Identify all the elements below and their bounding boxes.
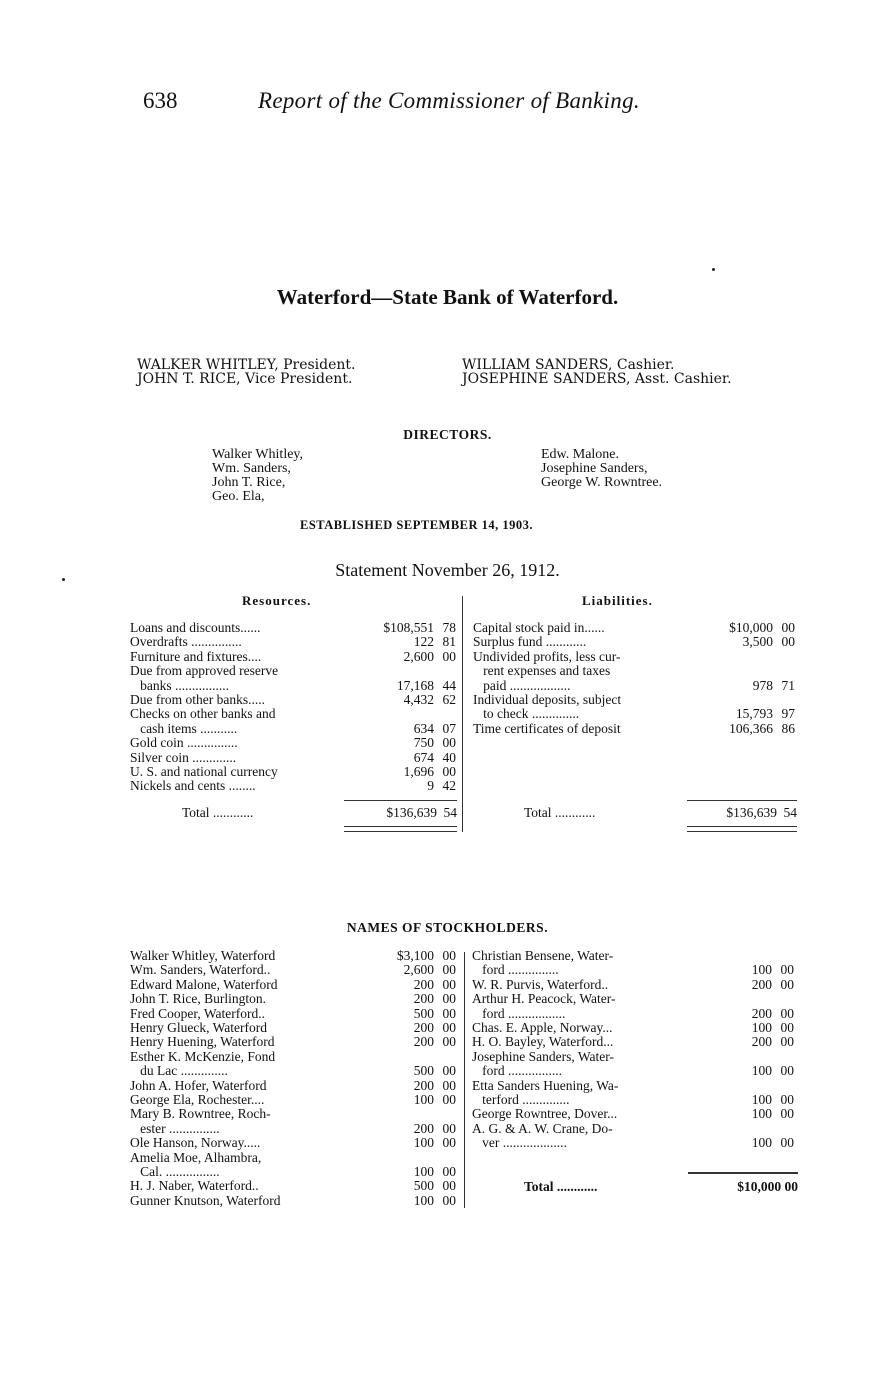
row-dollars: 100 — [751, 962, 772, 978]
total-dollars: $136,639 — [726, 805, 777, 820]
row-label: ford ............... — [472, 962, 559, 978]
row-label: Christian Bensene, Water- — [472, 948, 614, 963]
established-date: ESTABLISHED SEPTEMBER 14, 1903. — [300, 518, 534, 532]
row-label: Fred Cooper, Waterford.. — [130, 1005, 265, 1021]
row-label: rent expenses and taxes — [473, 663, 611, 679]
officer-president: WALKER WHITLEY, President. — [137, 357, 356, 373]
row-cents: 00 — [781, 620, 795, 635]
director-name: Josephine Sanders, — [541, 461, 648, 476]
row-cents: 00 — [442, 1077, 456, 1093]
liabilities-heading: Liabilities. — [582, 593, 653, 608]
row-label: Chas. E. Apple, Norway... — [472, 1020, 613, 1035]
running-title: Report of the Commissioner of Banking. — [258, 88, 640, 113]
row-label: du Lac .............. — [130, 1063, 228, 1079]
row-dollars: 2,600 — [403, 962, 434, 978]
director-name: George W. Rowntree. — [541, 475, 663, 490]
row-cents: 00 — [442, 1020, 456, 1035]
row-cents: 00 — [442, 1034, 456, 1050]
row-dollars: 4,432 — [403, 692, 434, 707]
row-dollars: 200 — [413, 1120, 434, 1136]
row-dollars: 100 — [751, 1020, 772, 1035]
row-dollars: 200 — [751, 1005, 772, 1021]
director-name: Edw. Malone. — [541, 447, 620, 462]
row-label: Individual deposits, subject — [473, 692, 622, 707]
row-label: ford ................ — [472, 1063, 562, 1079]
row-cents: 00 — [442, 1063, 456, 1079]
row-label: U. S. and national currency — [130, 764, 278, 779]
row-dollars: 500 — [413, 1005, 434, 1021]
row-label: A. G. & A. W. Crane, Do- — [472, 1120, 613, 1136]
row-label: Surplus fund ............ — [473, 634, 587, 650]
row-cents: 00 — [781, 634, 795, 650]
liabilities-total-rule — [687, 800, 797, 801]
total-value: $10,000 00 — [737, 1179, 798, 1194]
officer-asst-cashier: JOSEPHINE SANDERS, Asst. Cashier. — [462, 371, 732, 387]
row-label: Nickels and cents ........ — [130, 778, 256, 794]
page-number: 638 — [143, 88, 178, 113]
row-cents: 00 — [780, 1034, 794, 1050]
row-label: ver ................... — [472, 1135, 567, 1151]
row-dollars: 100 — [413, 1092, 434, 1107]
row-dollars: $3,100 — [396, 948, 434, 963]
resources-double-rule — [344, 826, 457, 832]
row-cents: 00 — [442, 764, 456, 779]
row-cents: 00 — [780, 1005, 794, 1021]
row-label: Overdrafts ............... — [130, 634, 242, 650]
director-name: John T. Rice, — [212, 475, 286, 490]
row-label: to check .............. — [473, 706, 580, 722]
row-dollars: 200 — [413, 1077, 434, 1093]
row-label: Silver coin ............. — [130, 749, 237, 765]
row-label: George Ela, Rochester.... — [130, 1092, 265, 1107]
row-label: Time certificates of deposit — [473, 720, 621, 736]
row-dollars: 978 — [752, 677, 773, 693]
row-dollars: 2,600 — [403, 648, 434, 664]
row-label: Due from other banks..... — [130, 692, 265, 707]
row-label: ford ................. — [472, 1005, 566, 1021]
row-dollars: 100 — [751, 1135, 772, 1151]
row-label: Henry Glueck, Waterford — [130, 1020, 267, 1035]
row-label: Wm. Sanders, Waterford.. — [130, 962, 271, 978]
row-label: terford .............. — [472, 1092, 570, 1107]
row-dollars: 100 — [413, 1164, 434, 1179]
print-speck — [62, 578, 65, 581]
row-dollars: 200 — [413, 976, 434, 992]
resources-total-rule — [344, 800, 457, 801]
row-label: Edward Malone, Waterford — [130, 976, 278, 992]
row-label: Cal. ................ — [130, 1164, 220, 1179]
row-cents: 62 — [442, 692, 456, 707]
row-label: Gold coin ............... — [130, 735, 238, 751]
directors-heading: DIRECTORS. — [403, 427, 492, 442]
row-label: Arthur H. Peacock, Water- — [472, 991, 616, 1007]
row-label: Esther K. McKenzie, Fond — [130, 1048, 276, 1064]
row-dollars: 3,500 — [742, 634, 773, 650]
row-label: Henry Huening, Waterford — [130, 1034, 275, 1050]
row-cents: 00 — [780, 1092, 794, 1107]
row-cents: 00 — [442, 976, 456, 992]
row-label: Due from approved reserve — [130, 663, 279, 679]
row-label: Capital stock paid in...... — [473, 620, 605, 635]
row-cents: 00 — [442, 1135, 456, 1151]
row-label: Etta Sanders Huening, Wa- — [472, 1077, 619, 1093]
row-dollars: 100 — [413, 1135, 434, 1151]
row-label: Gunner Knutson, Waterford — [130, 1192, 281, 1208]
row-cents: 00 — [442, 962, 456, 978]
row-dollars: 200 — [413, 1020, 434, 1035]
resources-heading: Resources. — [242, 593, 312, 608]
row-label: Walker Whitley, Waterford — [130, 948, 276, 963]
row-dollars: 1,696 — [403, 764, 434, 779]
row-cents: 00 — [780, 1063, 794, 1079]
total-cents: 54 — [443, 805, 457, 820]
statement-date: Statement November 26, 1912. — [335, 560, 560, 580]
row-label: cash items ........... — [130, 720, 238, 736]
officer-cashier: WILLIAM SANDERS, Cashier. — [462, 357, 675, 373]
row-dollars: 100 — [751, 1106, 772, 1122]
row-cents: 00 — [442, 648, 456, 664]
row-dollars: 500 — [413, 1178, 434, 1194]
stockholders-total-rule — [688, 1172, 798, 1174]
row-cents: 00 — [780, 1020, 794, 1035]
row-cents: 00 — [442, 948, 456, 963]
row-label: H. J. Naber, Waterford.. — [130, 1178, 259, 1194]
row-dollars: 200 — [751, 976, 772, 992]
row-cents: 42 — [442, 778, 456, 794]
row-cents: 00 — [442, 735, 456, 751]
row-cents: 71 — [781, 677, 795, 693]
officers-left — [137, 358, 356, 386]
row-cents: 00 — [442, 991, 456, 1007]
row-dollars: 200 — [751, 1034, 772, 1050]
officers-right — [462, 358, 732, 386]
row-dollars: 100 — [751, 1092, 772, 1107]
row-label: paid .................. — [473, 677, 571, 693]
bank-title: Waterford—State Bank of Waterford. — [276, 285, 619, 309]
row-label: Loans and discounts...... — [130, 620, 261, 635]
total-label: Total ............ — [524, 805, 596, 820]
row-label: Josephine Sanders, Water- — [472, 1048, 614, 1064]
row-label: Furniture and fixtures.... — [130, 648, 262, 664]
row-cents: 40 — [442, 749, 456, 765]
row-label: Ole Hanson, Norway..... — [130, 1135, 261, 1151]
directors-left — [212, 448, 303, 504]
row-label: Mary B. Rowntree, Roch- — [130, 1106, 271, 1122]
total-label: Total ............ — [524, 1179, 598, 1194]
row-dollars: 9 — [427, 778, 434, 794]
row-dollars: 200 — [413, 991, 434, 1007]
row-dollars: 200 — [413, 1034, 434, 1050]
row-cents: 86 — [781, 720, 795, 736]
row-dollars: $108,551 — [383, 620, 434, 635]
director-name: Geo. Ela, — [212, 489, 265, 504]
row-label: John T. Rice, Burlington. — [130, 991, 266, 1007]
row-cents: 44 — [442, 677, 456, 693]
row-label: John A. Hofer, Waterford — [130, 1077, 267, 1093]
row-dollars: 106,366 — [729, 720, 773, 736]
row-cents: 00 — [780, 1135, 794, 1151]
row-label: Checks on other banks and — [130, 706, 276, 722]
row-dollars: $10,000 — [729, 620, 773, 635]
row-cents: 78 — [442, 620, 456, 635]
row-dollars: 100 — [751, 1063, 772, 1079]
total-label: Total ............ — [182, 805, 254, 820]
row-label: banks ................ — [130, 677, 229, 693]
row-dollars: 500 — [413, 1063, 434, 1079]
stockholders-heading: NAMES OF STOCKHOLDERS. — [346, 920, 549, 935]
row-dollars: 750 — [413, 735, 434, 751]
row-cents: 00 — [442, 1092, 456, 1107]
directors-right — [541, 448, 662, 490]
row-label: H. O. Bayley, Waterford... — [472, 1034, 614, 1050]
row-dollars: 17,168 — [396, 677, 434, 693]
row-cents: 00 — [442, 1178, 456, 1194]
row-label: W. R. Purvis, Waterford.. — [472, 976, 609, 992]
row-dollars: 674 — [413, 749, 434, 765]
row-cents: 00 — [780, 962, 794, 978]
row-cents: 00 — [442, 1120, 456, 1136]
row-dollars: 15,793 — [735, 706, 773, 722]
row-label: ester ............... — [130, 1120, 220, 1136]
row-cents: 81 — [442, 634, 456, 650]
director-name: Walker Whitley, — [212, 447, 304, 462]
column-divider — [462, 596, 463, 832]
stockholders-divider — [464, 952, 465, 1208]
row-dollars: 122 — [413, 634, 434, 650]
row-label: Undivided profits, less cur- — [473, 648, 621, 664]
officer-vice-president: JOHN T. RICE, Vice President. — [137, 371, 353, 387]
row-cents: 00 — [442, 1192, 456, 1208]
row-cents: 00 — [442, 1005, 456, 1021]
row-label: Amelia Moe, Alhambra, — [130, 1149, 262, 1165]
row-cents: 00 — [442, 1164, 456, 1179]
row-cents: 00 — [780, 1106, 794, 1122]
row-cents: 97 — [781, 706, 795, 722]
director-name: Wm. Sanders, — [212, 461, 291, 476]
row-dollars: 634 — [413, 720, 434, 736]
row-label: George Rowntree, Dover... — [472, 1106, 618, 1122]
row-dollars: 100 — [413, 1192, 434, 1208]
row-cents: 00 — [780, 976, 794, 992]
total-dollars: $136,639 — [386, 805, 437, 820]
row-cents: 07 — [442, 720, 456, 736]
total-cents: 54 — [783, 805, 797, 820]
print-speck — [712, 268, 715, 271]
liabilities-double-rule — [687, 826, 797, 832]
